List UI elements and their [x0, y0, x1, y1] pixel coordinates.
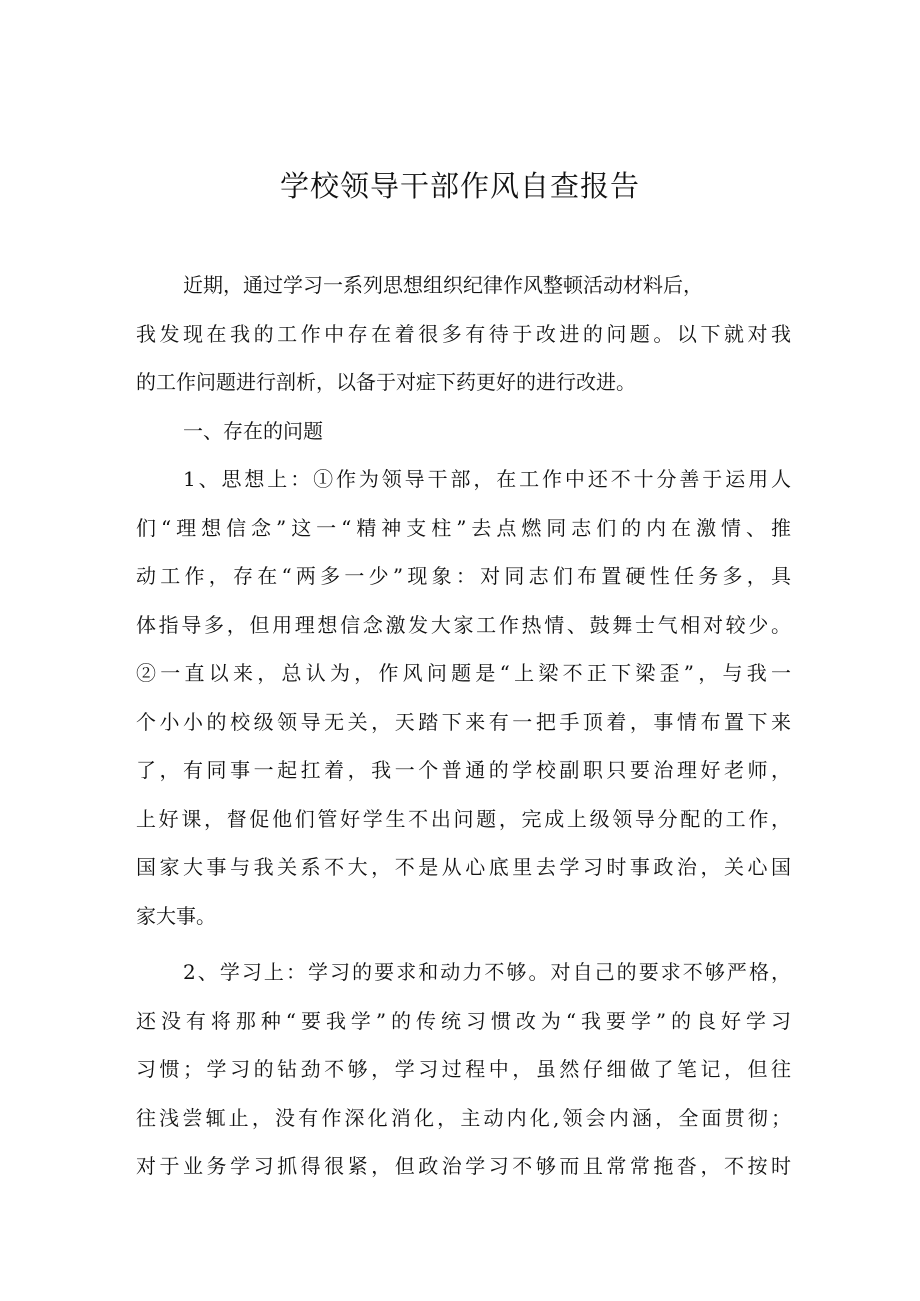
- paragraph-line: ②一直以来，总认为，作风问题是“上梁不正下梁歪”，与我一: [136, 661, 791, 685]
- section-heading: 一、存在的问题: [183, 418, 323, 443]
- paragraph-line: 1、思想上：①作为领导干部，在工作中还不十分善于运用人: [183, 467, 791, 491]
- paragraph-line: 我发现在我的工作中存在着很多有待于改进的问题。以下就对我: [136, 321, 791, 346]
- paragraph-line: 习惯；学习的钻劲不够，学习过程中，虽然仔细做了笔记，但往: [136, 1057, 791, 1081]
- paragraph-line: 的工作问题进行剖析，以备于对症下药更好的进行改进。: [136, 370, 636, 394]
- paragraph-line: 往浅尝辄止，没有作深化消化，主动内化,领会内涵，全面贯彻；: [136, 1105, 791, 1130]
- document-body: [136, 261, 791, 1191]
- paragraph-gap: [136, 940, 791, 948]
- document-title: 学校领导干部作风自查报告: [279, 169, 640, 203]
- paragraph-line: 了，有同事一起扛着，我一个普通的学校副职只要治理好老师，: [136, 758, 791, 782]
- paragraph-line: 上好课，督促他们管好学生不出问题，完成上级领导分配的工作，: [136, 806, 791, 831]
- paragraph-line: 国家大事与我关系不大，不是从心底里去学习时事政治，关心国: [136, 855, 791, 879]
- paragraph-line: 体指导多，但用理想信念激发大家工作热情、鼓舞士气相对较少。: [136, 612, 791, 637]
- paragraph-line: 对于业务学习抓得很紧，但政治学习不够而且常常拖沓，不按时: [136, 1154, 791, 1178]
- paragraph-line: 还没有将那种“要我学”的传统习惯改为“我要学”的良好学习: [136, 1008, 791, 1033]
- paragraph-line: 近期，通过学习一系列思想组织纪律作风整顿活动材料后，: [183, 273, 703, 297]
- paragraph-line: 动工作，存在“两多一少”现象：对同志们布置硬性任务多，具: [136, 564, 791, 588]
- paragraph-line: 们“理想信念”这一“精神支柱”去点燃同志们的内在激情、推: [136, 515, 791, 540]
- paragraph-line: 2、学习上：学习的要求和动力不够。对自己的要求不够严格，: [183, 960, 791, 984]
- paragraph-line: 家大事。: [136, 903, 216, 928]
- paragraph-line: 个小小的校级领导无关，天踏下来有一把手顶着，事情布置下来: [136, 709, 791, 734]
